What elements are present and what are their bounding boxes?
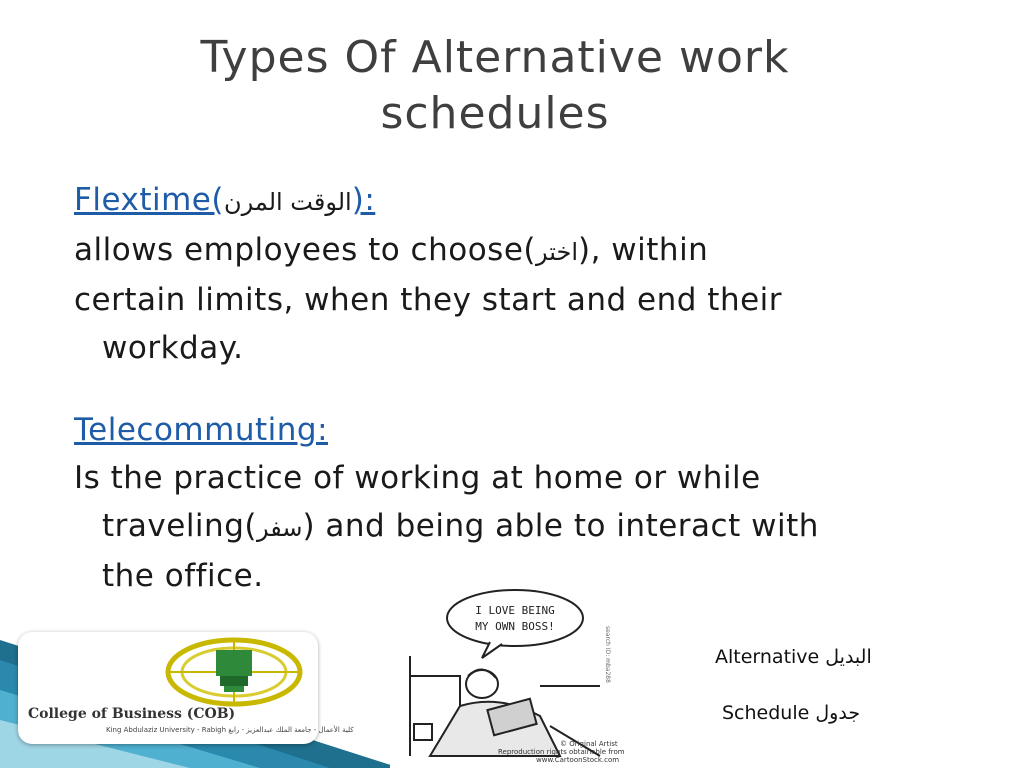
telecommuting-line2-arabic: سفر bbox=[256, 514, 303, 542]
telecommuting-line2-b: ) and being able to interact with bbox=[302, 508, 819, 544]
telecommuting-line2 bbox=[74, 502, 954, 552]
cartoon-caption-line1: © Original Artist bbox=[560, 740, 618, 748]
telecommuting-line2-a: traveling( bbox=[102, 508, 257, 544]
slide-title-line2: schedules bbox=[380, 88, 610, 139]
flextime-line2: certain limits, when they start and end their bbox=[74, 282, 783, 318]
glossary-alternative: Alternative البديل bbox=[715, 646, 872, 668]
slide-title bbox=[80, 30, 910, 142]
speech-bubble-line1: I LOVE BEING bbox=[475, 604, 555, 617]
telecommuting-heading: Telecommuting: bbox=[74, 412, 329, 448]
cartoon-caption bbox=[462, 740, 625, 764]
flextime-line3: workday. bbox=[102, 330, 244, 366]
college-logo bbox=[18, 632, 354, 744]
slide-body bbox=[74, 176, 954, 600]
college-name: College of Business (COB) bbox=[28, 706, 236, 722]
flextime-heading-text: Flextime( bbox=[74, 182, 224, 218]
university-emblem-icon bbox=[164, 636, 304, 708]
cartoon-caption-line3: www.CartoonStock.com bbox=[536, 756, 620, 764]
flextime-heading bbox=[74, 176, 954, 226]
speech-bubble-line2: MY OWN BOSS! bbox=[475, 620, 555, 633]
cartoon-caption-line2: Reproduction rights obtainable from bbox=[498, 748, 625, 756]
slide-title-line1: Types Of Alternative work bbox=[200, 32, 790, 83]
cartoon-search-id: search ID: mba288 bbox=[604, 626, 611, 683]
flextime-line1 bbox=[74, 226, 954, 276]
telecommuting-line3: the office. bbox=[102, 558, 264, 594]
telecommuting-line1: Is the practice of working at home or while bbox=[74, 460, 761, 496]
glossary-schedule: Schedule جدول bbox=[722, 702, 861, 724]
flextime-heading-end: ): bbox=[351, 182, 376, 218]
flextime-line1-a: allows employees to choose( bbox=[74, 232, 536, 268]
college-subtitle: King Abdulaziz University - Rabigh كلية الأعمال - جامعة الملك عبدالعزيز - رابغ bbox=[106, 726, 354, 734]
flextime-line1-arabic: اختر bbox=[536, 238, 578, 266]
flextime-heading-arabic: الوقت المرن bbox=[223, 188, 352, 216]
flextime-line1-b: ), within bbox=[578, 232, 709, 268]
